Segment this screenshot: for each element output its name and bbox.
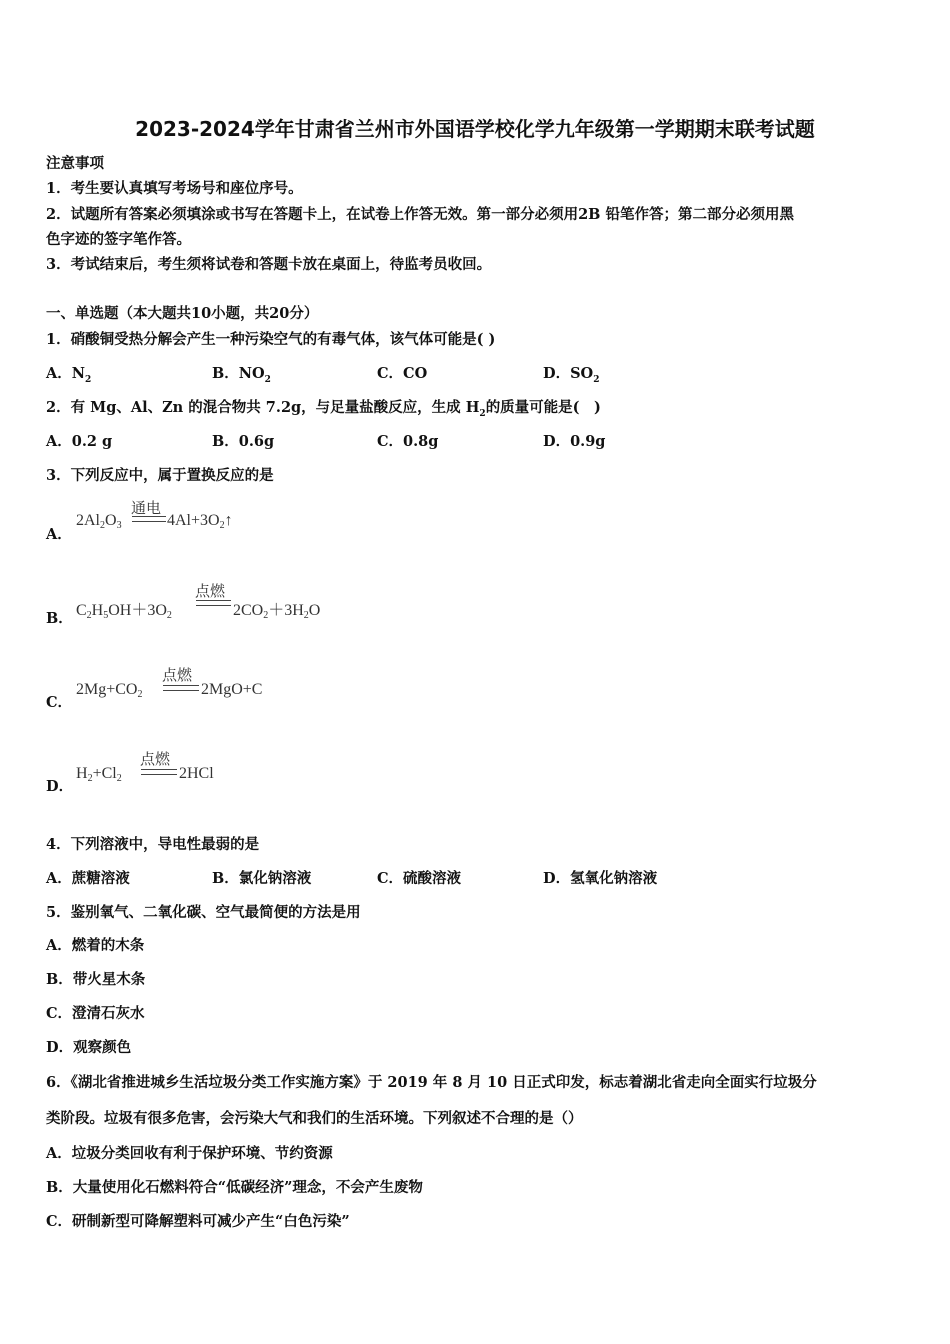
question-6-stem-line1: 6．《湖北省推进城乡生活垃圾分类工作实施方案》于 2019 年 8 月 10 日正式印发，标志着湖北省走向全面实行垃圾分 — [46, 1074, 817, 1091]
q1-option-c: C．CO — [377, 365, 428, 382]
q5-option-c: C．澄清石灰水 — [46, 1005, 145, 1022]
notice-heading: 注意事项 — [46, 155, 104, 172]
q3-option-c-condition: 点燃 — [162, 666, 193, 684]
q2-option-c: C．0.8g — [377, 433, 439, 450]
question-1-stem: 1．硝酸铜受热分解会产生一种污染空气的有毒气体，该气体可能是( ) — [46, 331, 496, 348]
q5-option-d: D．观察颜色 — [46, 1039, 132, 1056]
q3-option-a-reactants: $2Al_2O_3$ — [76, 512, 122, 531]
q3-option-d-equals — [141, 769, 177, 775]
q3-option-d-label: D． — [46, 778, 74, 795]
q4-option-b: B．氯化钠溶液 — [212, 870, 312, 887]
q3-option-b-condition: 点燃 — [195, 582, 226, 600]
question-4-stem: 4．下列溶液中，导电性最弱的是 — [46, 836, 260, 853]
q3-option-d-products: 2HCl — [179, 765, 214, 782]
q3-option-a-products: $4Al+3O_2↑$ — [167, 512, 233, 531]
q1-option-b: B．$NO_2$ — [212, 365, 271, 385]
q6-option-a: A．垃圾分类回收有利于保护环境、节约资源 — [46, 1145, 333, 1162]
q2-option-d: D．0.9g — [543, 433, 606, 450]
q6-option-b: B．大量使用化石燃料符合“低碳经济”理念，不会产生废物 — [46, 1179, 423, 1196]
page-title: 2023-2024学年甘肃省兰州市外国语学校化学九年级第一学期期末联考试题 — [135, 117, 815, 141]
q3-option-b-reactants: $C_2H_5OH+3O_2$ — [76, 602, 172, 621]
question-5-stem: 5．鉴别氧气、二氧化碳、空气最简便的方法是用 — [46, 904, 361, 921]
notice-item: 色字迹的签字笔作答。 — [46, 231, 191, 248]
q6-option-c: C．研制新型可降解塑料可减少产生“白色污染” — [46, 1213, 350, 1230]
q3-option-c-label: C． — [46, 694, 73, 711]
notice-item: 3．考试结束后，考生须将试卷和答题卡放在桌面上，待监考员收回。 — [46, 256, 492, 273]
q3-option-c-reactants: $2Mg+CO_2$ — [76, 681, 143, 700]
q4-option-d: D．氢氧化钠溶液 — [543, 870, 658, 887]
q5-option-b: B．带火星木条 — [46, 971, 146, 988]
question-2-stem: 2．有 Mg、Al、Zn 的混合物共 7.2g，与足量盐酸反应，生成 $H_2$的质量可能是( ) — [46, 399, 601, 419]
q3-option-d-condition: 点燃 — [140, 750, 171, 768]
notice-item: 2．试题所有答案必须填涂或书写在答题卡上，在试卷上作答无效。第一部分必须用2B 铅笔作答；第二部分必须用黑 — [46, 206, 794, 223]
question-3-stem: 3．下列反应中，属于置换反应的是 — [46, 467, 274, 484]
notice-item: 1．考生要认真填写考场号和座位序号。 — [46, 180, 303, 197]
section-heading: 一、单选题（本大题共10小题，共20分） — [46, 305, 319, 322]
q3-option-b-products: $2CO_2+3H_2O$ — [233, 602, 321, 621]
q3-option-a-label: A． — [46, 526, 72, 543]
q2-option-b: B．0.6g — [212, 433, 275, 450]
q3-option-b-label: B． — [46, 610, 73, 627]
q3-option-b-equals — [196, 600, 231, 606]
q3-option-a-equals — [132, 516, 166, 522]
q4-option-c: C．硫酸溶液 — [377, 870, 462, 887]
q3-option-c-products: 2MgO+C — [201, 681, 263, 698]
q2-option-a: A．0.2 g — [46, 433, 113, 450]
question-6-stem-line2: 类阶段。垃圾有很多危害，会污染大气和我们的生活环境。下列叙述不合理的是（） — [46, 1110, 583, 1127]
q3-option-d-reactants: $H_2+Cl_2$ — [76, 765, 122, 784]
q3-option-c-equals — [163, 685, 199, 691]
q1-option-d: D．$SO_2$ — [543, 365, 600, 385]
q4-option-a: A．蔗糖溶液 — [46, 870, 130, 887]
q1-option-a: A．$N_2$ — [46, 365, 92, 385]
q5-option-a: A．燃着的木条 — [46, 937, 145, 954]
q3-option-a-condition: 通电 — [131, 499, 162, 517]
